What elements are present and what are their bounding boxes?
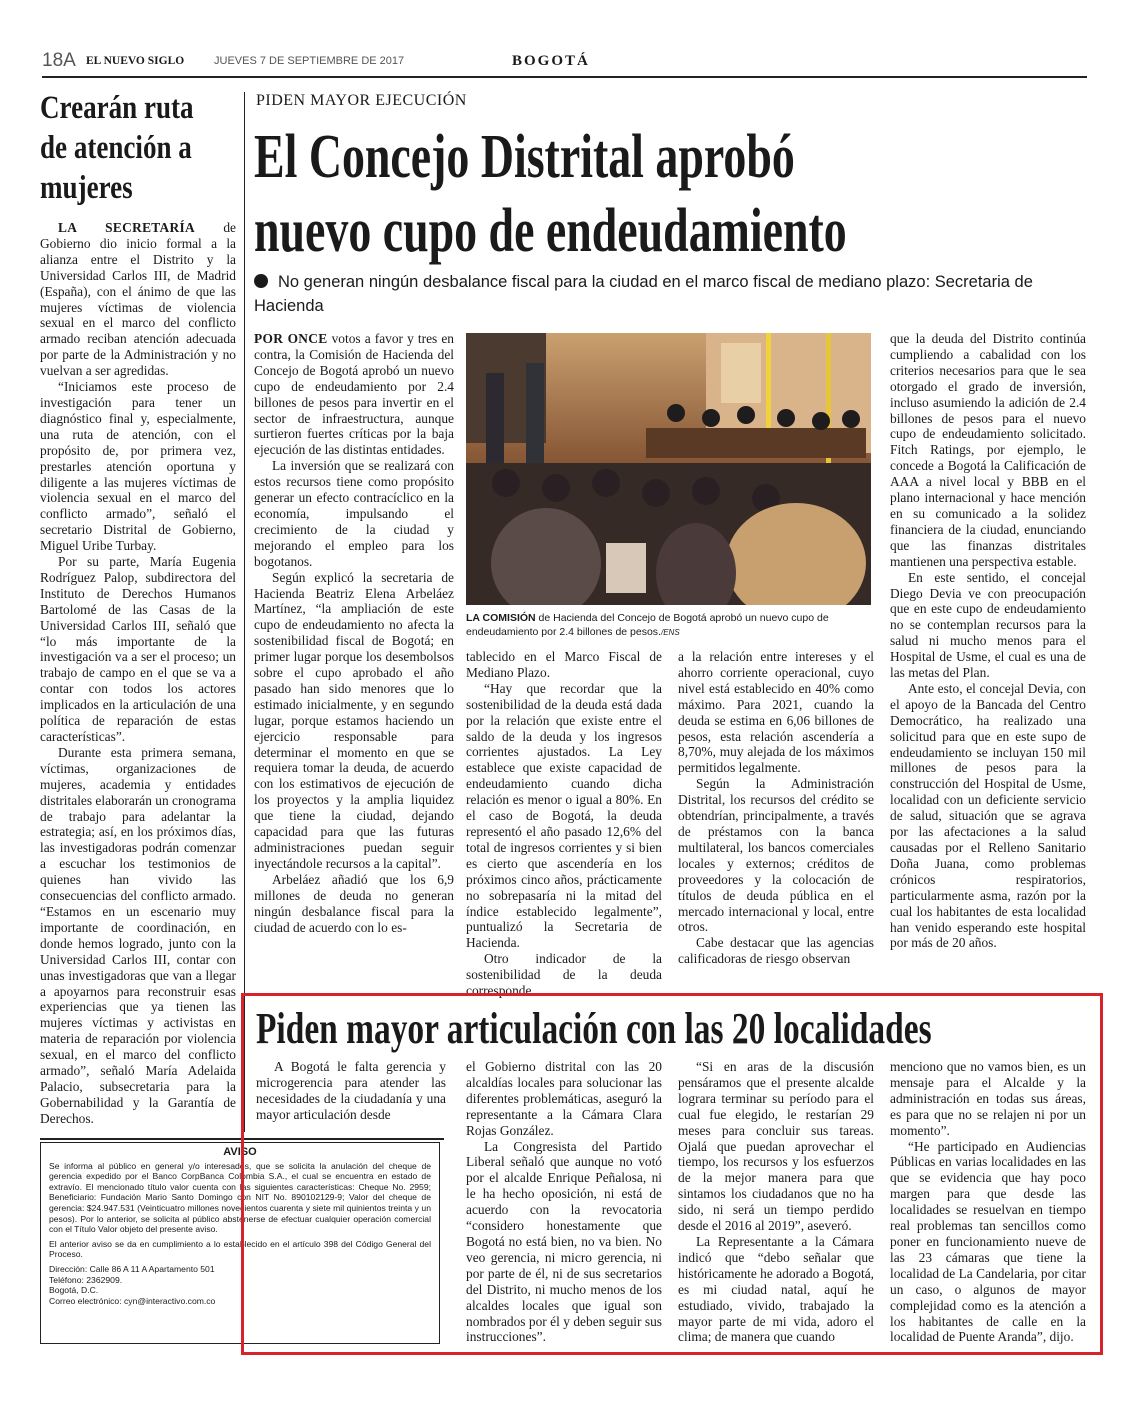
aviso-paragraph: El anterior aviso se da en cumplimiento a lo establecido en el artículo 398 del Código General del Proceso. <box>49 1238 431 1260</box>
bottom-column-2 <box>466 1059 662 1345</box>
main-column-2 <box>466 649 662 999</box>
bottom-paragraph: La Congresista del Partido Liberal señaló que aunque no votó por el alcalde Enrique Peñalosa, ni le ha hecho oposición, ni está de acuerdo con la revocatoria “considero honestamente que Bogotá no está bien, no va bien. No veo gerencia, ni micro gerencia, ni por parte de él, ni de sus secretarios del Distrito, ni mucho menos de los alcaldes locales que igual son nombrados por él y deben seguir sus instrucciones”. <box>466 1138 662 1345</box>
aviso-email: Correo electrónico: cyn@interactivo.com.co <box>49 1295 216 1306</box>
aviso-title: AVISO <box>223 1146 257 1158</box>
aviso-phone: Teléfono: 2362909. <box>49 1274 123 1285</box>
header-rule <box>42 76 1087 78</box>
bottom-paragraph: “Si en aras de la discusión pensáramos que el presente alcalde lograra terminar su período para el cual fue elegido, le restarían 29 meses para concluir sus tareas. Ojalá que puedan aprovechar el tiempo, los recursos y los esfuerzos de la mejor manera para que sintamos los ciudadanos que no ha sido, ni será un tiempo perdido desde el 2016 al 2019”, aseveró. <box>678 1059 874 1234</box>
photo-illustration <box>466 333 871 605</box>
main-paragraph: Arbeláez añadió que los 6,9 millones de deuda no generan ningún desbalance fiscal para la ciudad de acuerdo con lo es- <box>254 871 454 935</box>
left-paragraph: LA SECRETARÍA de Gobierno dio inicio formal a la alianza entre el Distrito y la Universidad Carlos III, de Madrid (España), con el ánimo de que las mujeres víctimas de violencia sexual en el marco del conflicto armado reciban atención adecuada por parte de la Administración y no vuelvan a ser agredidas. <box>40 220 236 379</box>
caption-text: de Hacienda del Concejo de Bogotá aprobó un nuevo cupo de endeudamiento por 2.4 billones de pesos. <box>466 612 829 638</box>
main-paragraph: tablecido en el Marco Fiscal de Mediano Plazo. <box>466 649 662 680</box>
bottom-paragraph: el Gobierno distrital con las 20 alcaldías locales para solucionar las diferentes problemáticas, aseguró la representante a la Cámara Clara Rojas González. <box>466 1059 662 1138</box>
bottom-headline: Piden mayor articulación con las 20 localidades <box>256 1004 932 1053</box>
main-headline <box>254 120 1084 268</box>
bottom-column-3 <box>678 1059 874 1345</box>
bottom-column-1 <box>256 1059 446 1123</box>
page-number: 18A <box>42 50 76 71</box>
bottom-paragraph: A Bogotá le falta gerencia y microgerencia para atender las necesidades de la ciudadanía y una mayor articulación desde <box>256 1059 446 1122</box>
left-headline-line: de atención a <box>40 130 192 166</box>
left-lead-word: LA SECRETARÍA <box>58 220 195 235</box>
aviso-address: Dirección: Calle 86 A 11 A Apartamento 501 <box>49 1263 215 1274</box>
bottom-column-4 <box>890 1059 1086 1345</box>
main-paragraph: que la deuda del Distrito continúa cumpliendo a cabalidad con los criterios necesarios para que le sea otorgado el grado de inversión, incluso asumiendo la adición de 2.4 billones de pesos para el nuevo cupo de endeudamiento solicitado. Fitch Ratings, por ejemplo, le concede a Bogotá la Calificación de AAA a nivel local y BBB en el plano internacional y hace mención en su comunicado a la solidez financiera de la ciudad, enunciando que las finanzas distritales mantienen una perspectiva estable. <box>890 331 1086 569</box>
left-article <box>40 88 236 1127</box>
main-column-3 <box>678 649 874 967</box>
photo-caption <box>466 611 871 640</box>
council-photo <box>466 333 871 605</box>
left-paragraph: Por su parte, María Eugenia Rodríguez Palop, subdirectora del Instituto de Derechos Humanos Bartolomé de las Casas de la Universidad Carlos III, señaló que “lo más importante de la investigación va a ser el proceso; un trabajo de campo en el que se va a contar con todos los actores implicados en la articulación de una política de reparación de estas características”. <box>40 554 236 744</box>
caption-lead: LA COMISIÓN <box>466 612 536 624</box>
bottom-paragraph: La Representante a la Cámara indicó que “debo señalar que históricamente he adorado a Bogotá, es mi ciudad natal, aquí he estudiado, vivido, trabajado la mayor parte de mi vida, adoro el clima; de manera que cuando <box>678 1233 874 1345</box>
main-paragraph: Según explicó la secretaria de Hacienda Beatriz Elena Arbeláez Martínez, “la ampliación de este cupo de endeudamiento no afecta la sostenibilidad fiscal de Bogotá; en primer lugar porque los desembolsos sobre el cupo aprobado el año pasado han sido menores que lo estimado inicialmente, y en segundo lugar, porque estamos haciendo un ejercicio responsable para determinar el momento en que se requiera tomar la deuda, de acuerdo con los estimativos de ejecución de los proyectos y la amplia liquidez que tiene la ciudad, dejando capacidad para que las futuras administraciones puedan seguir inyectándole recursos a la capital”. <box>254 569 454 871</box>
main-column-1 <box>254 331 454 935</box>
main-paragraph: Según la Administración Distrital, los recursos del crédito se obtendrían, principalmente, a través de préstamos con la banca multilateral, los bancos comerciales locales y externos; créditos de proveedores y la colocación de títulos de deuda pública en el mercado internacional y local, entre otros. <box>678 776 874 935</box>
page-header <box>42 50 1087 74</box>
main-kicker: PIDEN MAYOR EJECUCIÓN <box>256 92 467 109</box>
aviso-paragraph: Se informa al público en general y/o interesados, que se solicita la anulación del cheque de gerencia expedido por el Banco CorpBanca Colombia S.A., el cual se encuentra en estado de extravío. El mencionado título valor cuenta con las siguientes características: Cheque No. 2959; Beneficiario: Fundación Mario Santo Domingo con NIT No. 890102129-9; Valor del cheque de gerencia: $24.947.531 (Veinticuatro millones novecientos cuarenta y siete mil quinientos treinta y un pesos). Por lo anterior, se solicita al público abstenerse de efectuar cualquier operación comercial con el Título Valor objeto del presente aviso. <box>49 1160 431 1235</box>
main-paragraph: La inversión que se realizará con estos recursos tiene como propósito generar un efecto contracíclico en la economía, impulsando el crecimiento de la ciudad y mejorando el empleo para los bogotanos. <box>254 458 454 569</box>
main-paragraph: a la relación entre intereses y el ahorro corriente operacional, cuyo nivel está establecido en 40% como máximo. Para 2021, cuando la deuda se estima en 6,06 billones de pesos, esta relación ascendería a 8,70%, muy alejada de los máximos permitidos legalmente. <box>678 649 874 776</box>
bottom-paragraph: menciono que no vamos bien, es un mensaje para el Alcalde y la administración en todas sus áreas, es para que no se relajen ni por un momento”. <box>890 1059 1086 1138</box>
main-paragraph: Ante esto, el concejal Devia, con el apoyo de la Bancada del Centro Democrático, ha realizado una solicitud para que en este supo de endeudamiento se incluyan 150 mil millones de pesos para la construcción del Hospital de Usme, localidad con un deficiente servicio de salud, situación que se agrava por las afectaciones a la salud causadas por el Relleno Sanitario Doña Juana, como problemas crónicos respiratorios, particularmente asma, razón por la cual los habitantes de esta localidad han venido esperando este hospital por más de 20 años. <box>890 680 1086 951</box>
bullet-icon <box>254 274 268 288</box>
main-column-4 <box>890 331 1086 951</box>
caption-credit: /ENS <box>660 628 680 637</box>
left-headline <box>40 88 236 218</box>
main-subhead: No generan ningún desbalance fiscal para la ciudad en el marco fiscal de mediano plazo: Secretaria de Hacienda <box>254 273 1033 315</box>
left-article-body <box>40 220 236 1127</box>
main-headline-line: nuevo cupo de endeudamiento <box>254 197 847 265</box>
main-paragraph: Otro indicador de la sostenibilidad de la deuda corresponde <box>466 951 662 999</box>
left-paragraph: Durante esta primera semana, víctimas, organizaciones de mujeres, academia y entidades distritales elaborarán un cronograma de trabajo para adelantar la estrategia; así, en los próximos días, las investigadoras podrán comenzar a escuchar los testimonios de quienes han vivido las consecuencias del conflicto armado. “Estamos en un escenario muy importante de coordinación, en donde hemos logrado, junto con la Universidad Carlos III, contar con unas investigadoras que van a llegar a apoyarnos para reconstruir esas experiencias que ya tienen las mujeres víctimas y activistas en materia de reparación por violencia sexual, en el marco del conflicto armado”, señaló María Adelaida Palacio, subsecretaria para la Gobernabilidad y la Garantía de Derechos. <box>40 744 236 1126</box>
section-name: BOGOTÁ <box>512 53 590 69</box>
left-paragraph: “Iniciamos este proceso de investigación para tener un diagnóstico final y, especialmente, una ruta de atención, con el propósito de, por primera vez, prestarles atención oportuna y diligente a las mujeres víctimas de violencia sexual en el marco del conflicto armado”, señaló el secretario Distrital de Gobierno, Miguel Uribe Turbay. <box>40 379 236 554</box>
aviso-city: Bogotá, D.C. <box>49 1285 99 1296</box>
main-paragraph: POR ONCE votos a favor y tres en contra, la Comisión de Hacienda del Concejo de Bogotá aprobó un nuevo cupo de endeudamiento por 2.4 billones de pesos para invertir en el sector de infraestructura, aunque surtieron fuertes críticas por la baja ejecución de las distintas entidades. <box>254 331 455 458</box>
left-headline-line: mujeres <box>40 170 133 206</box>
newspaper-name: EL NUEVO SIGLO <box>86 55 185 67</box>
main-paragraph: “Hay que recordar que la sostenibilidad de la deuda está dada por la relación que existe entre el saldo de la deuda y los ingresos corrientes ajustados. La Ley establece que existe capacidad de endeudamiento cuando dicha relación es menor o igual a 80%. En el caso de Bogotá, la deuda representó el año pasado 12,6% del total de ingresos corrientes y si bien es cierto que ascendería en los próximos cinco años, prácticamente no sobrepasaría ni la mitad del índice establecido legalmente”, puntualizó la Secretaria de Hacienda. <box>466 680 662 951</box>
left-headline-line: Crearán ruta <box>40 90 194 126</box>
left-column-divider <box>244 92 245 1132</box>
issue-date: JUEVES 7 DE SEPTIEMBRE DE 2017 <box>214 55 405 67</box>
bottom-paragraph: “He participado en Audiencias Públicas en varias localidades en las que se evidencia que hay poco margen para que desde las localidades se resuelvan en tiempo real problemas tan sencillos como poner en funcionamiento nueve de las 23 cámaras que tiene la localidad de La Candelaria, por citar un caso, o algunos de mayor complejidad como es la atención a los habitantes de calle en la localidad de Puente Aranda”, dijo. <box>890 1138 1086 1345</box>
main-paragraph: Cabe destacar que las agencias calificadoras de riesgo observan <box>678 935 874 967</box>
main-paragraph: En este sentido, el concejal Diego Devia ve con preocupación que en este cupo de endeudamiento no se contemplan recursos para la salud ni mucho menos para el Hospital de Usme, el cual es una de las metas del Plan. <box>890 569 1086 681</box>
main-headline-line: El Concejo Distrital aprobó <box>254 123 795 191</box>
main-lead-word: POR ONCE <box>254 331 328 346</box>
